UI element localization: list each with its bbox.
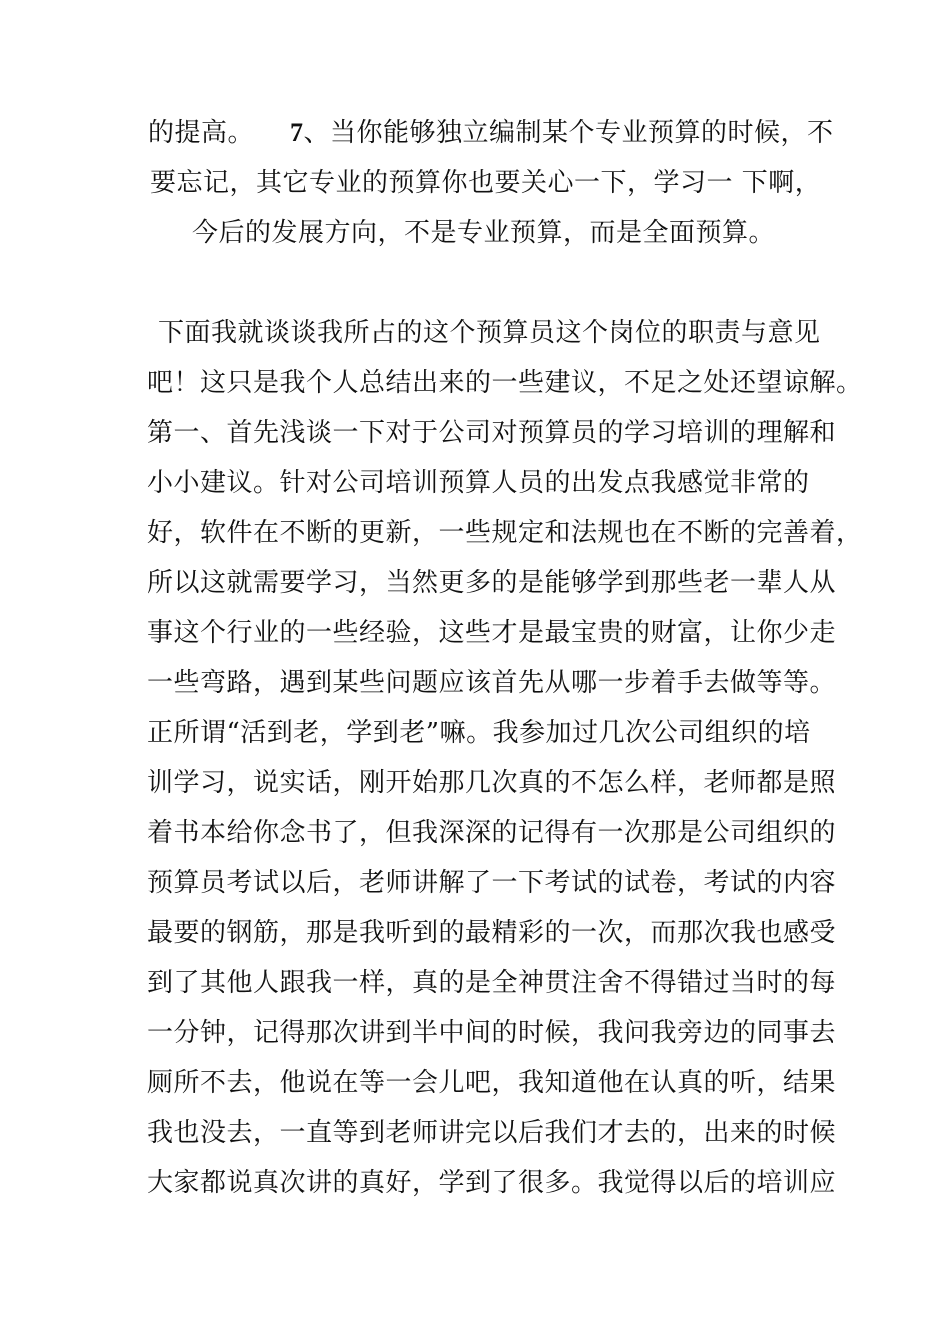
body-line: 大家都说真次讲的真好，学到了很多。我觉得以后的培训应 <box>147 1168 837 1198</box>
intro-line-2: 要忘记，其它专业的预算你也要关心一下，学习一 下啊， <box>150 168 822 198</box>
body-line: 训学习，说实话，刚开始那几次真的不怎么样，老师都是照 <box>147 768 837 798</box>
body-line: 好，软件在不断的更新，一些规定和法规也在不断的完善着， <box>147 518 863 548</box>
body-line: 到了其他人跟我一样，真的是全神贯注舍不得错过当时的每 <box>147 968 837 998</box>
body-line: 正所谓“活到老，学到老”嘛。我参加过几次公司组织的培 <box>147 718 811 748</box>
body-line: 事这个行业的一些经验，这些才是最宝贵的财富，让你少走 <box>147 618 837 648</box>
body-line: 一分钟，记得那次讲到半中间的时候，我问我旁边的同事去 <box>147 1018 837 1048</box>
body-line: 厕所不去，他说在等一会儿吧，我知道他在认真的听，结果 <box>147 1068 837 1098</box>
body-line: 最要的钢筋，那是我听到的最精彩的一次，而那次我也感受 <box>147 918 837 948</box>
intro-line-1-start: 的提高。 <box>148 118 255 148</box>
intro-line-1 <box>148 115 834 151</box>
body-line: 吧！这只是我个人总结出来的一些建议，不足之处还望谅解。 <box>147 368 863 398</box>
body-line: 小小建议。针对公司培训预算人员的出发点我感觉非常的 <box>147 468 810 498</box>
body-line: 下面我就谈谈我所占的这个预算员这个岗位的职责与意见 <box>158 318 821 348</box>
body-line: 预算员考试以后，老师讲解了一下考试的试卷，考试的内容 <box>147 868 837 898</box>
body-line: 第一、首先浅谈一下对于公司对预算员的学习培训的理解和 <box>147 418 837 448</box>
body-line: 着书本给你念书了，但我深深的记得有一次那是公司组织的 <box>147 818 837 848</box>
item-number: 7 <box>290 118 304 147</box>
body-line: 一些弯路，遇到某些问题应该首先从哪一步着手去做等等。 <box>147 668 837 698</box>
body-line: 我也没去，一直等到老师讲完以后我们才去的，出来的时候 <box>147 1118 837 1148</box>
intro-line-1-end: 、当你能够独立编制某个专业预算的时候，不 <box>303 118 834 148</box>
intro-line-3: 今后的发展方向，不是专业预算，而是全面预算。 <box>192 218 776 248</box>
body-line: 所以这就需要学习，当然更多的是能够学到那些老一辈人从 <box>147 568 837 598</box>
